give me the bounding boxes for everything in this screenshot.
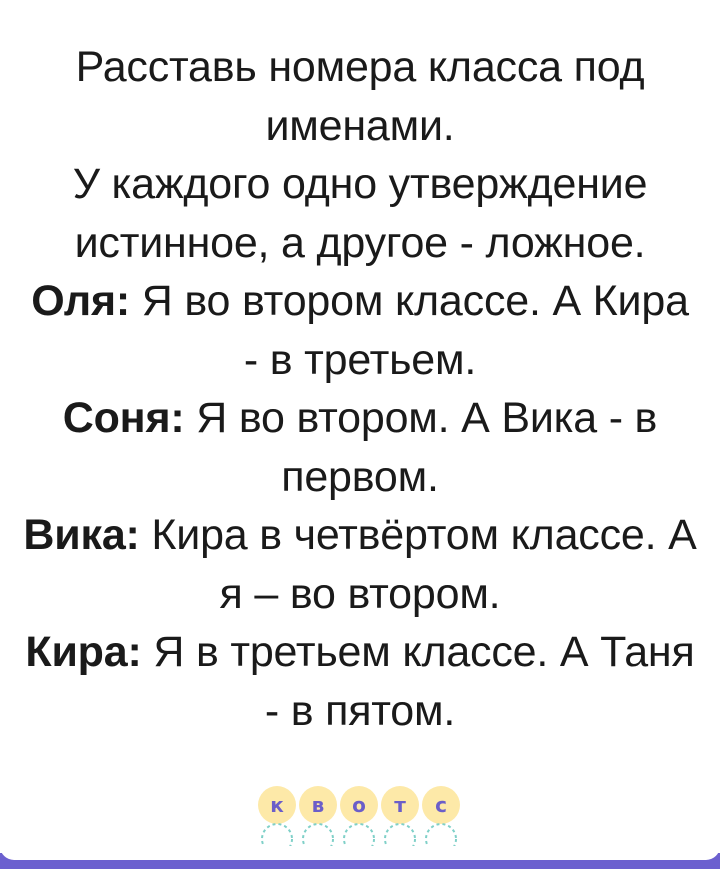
statement-sonya xyxy=(20,389,700,506)
puzzle-text xyxy=(20,38,700,740)
bottom-bar-rounded-cap xyxy=(0,846,720,860)
logo-letter: в xyxy=(299,786,337,824)
puzzle-intro-instruction: Расставь номера класса под именами. xyxy=(75,43,645,150)
speaker-name: Соня: xyxy=(62,394,185,442)
speaker-name: Оля: xyxy=(31,277,131,325)
statement-vika xyxy=(20,506,700,623)
logo-letter: т xyxy=(381,786,419,824)
logo-letter: к xyxy=(258,786,296,824)
statement-text: Я в третьем классе. А Таня - в пятом. xyxy=(141,628,695,735)
logo-letter: о xyxy=(340,786,378,824)
statement-olya xyxy=(20,272,700,389)
speaker-name: Вика: xyxy=(23,511,140,559)
speaker-name: Кира: xyxy=(25,628,142,676)
statement-text: Кира в четвёртом классе. А я – во втором. xyxy=(139,511,697,618)
logo-letter: с xyxy=(422,786,460,824)
statement-text: Я во втором. А Вика - в первом. xyxy=(184,394,658,501)
statement-text: Я во втором классе. А Кира - в третьем. xyxy=(130,277,689,384)
logo-letters xyxy=(258,786,460,824)
puzzle-intro-rule: У каждого одно утверждение истинное, а другое - ложное. xyxy=(72,160,648,267)
statement-kira xyxy=(20,623,700,740)
